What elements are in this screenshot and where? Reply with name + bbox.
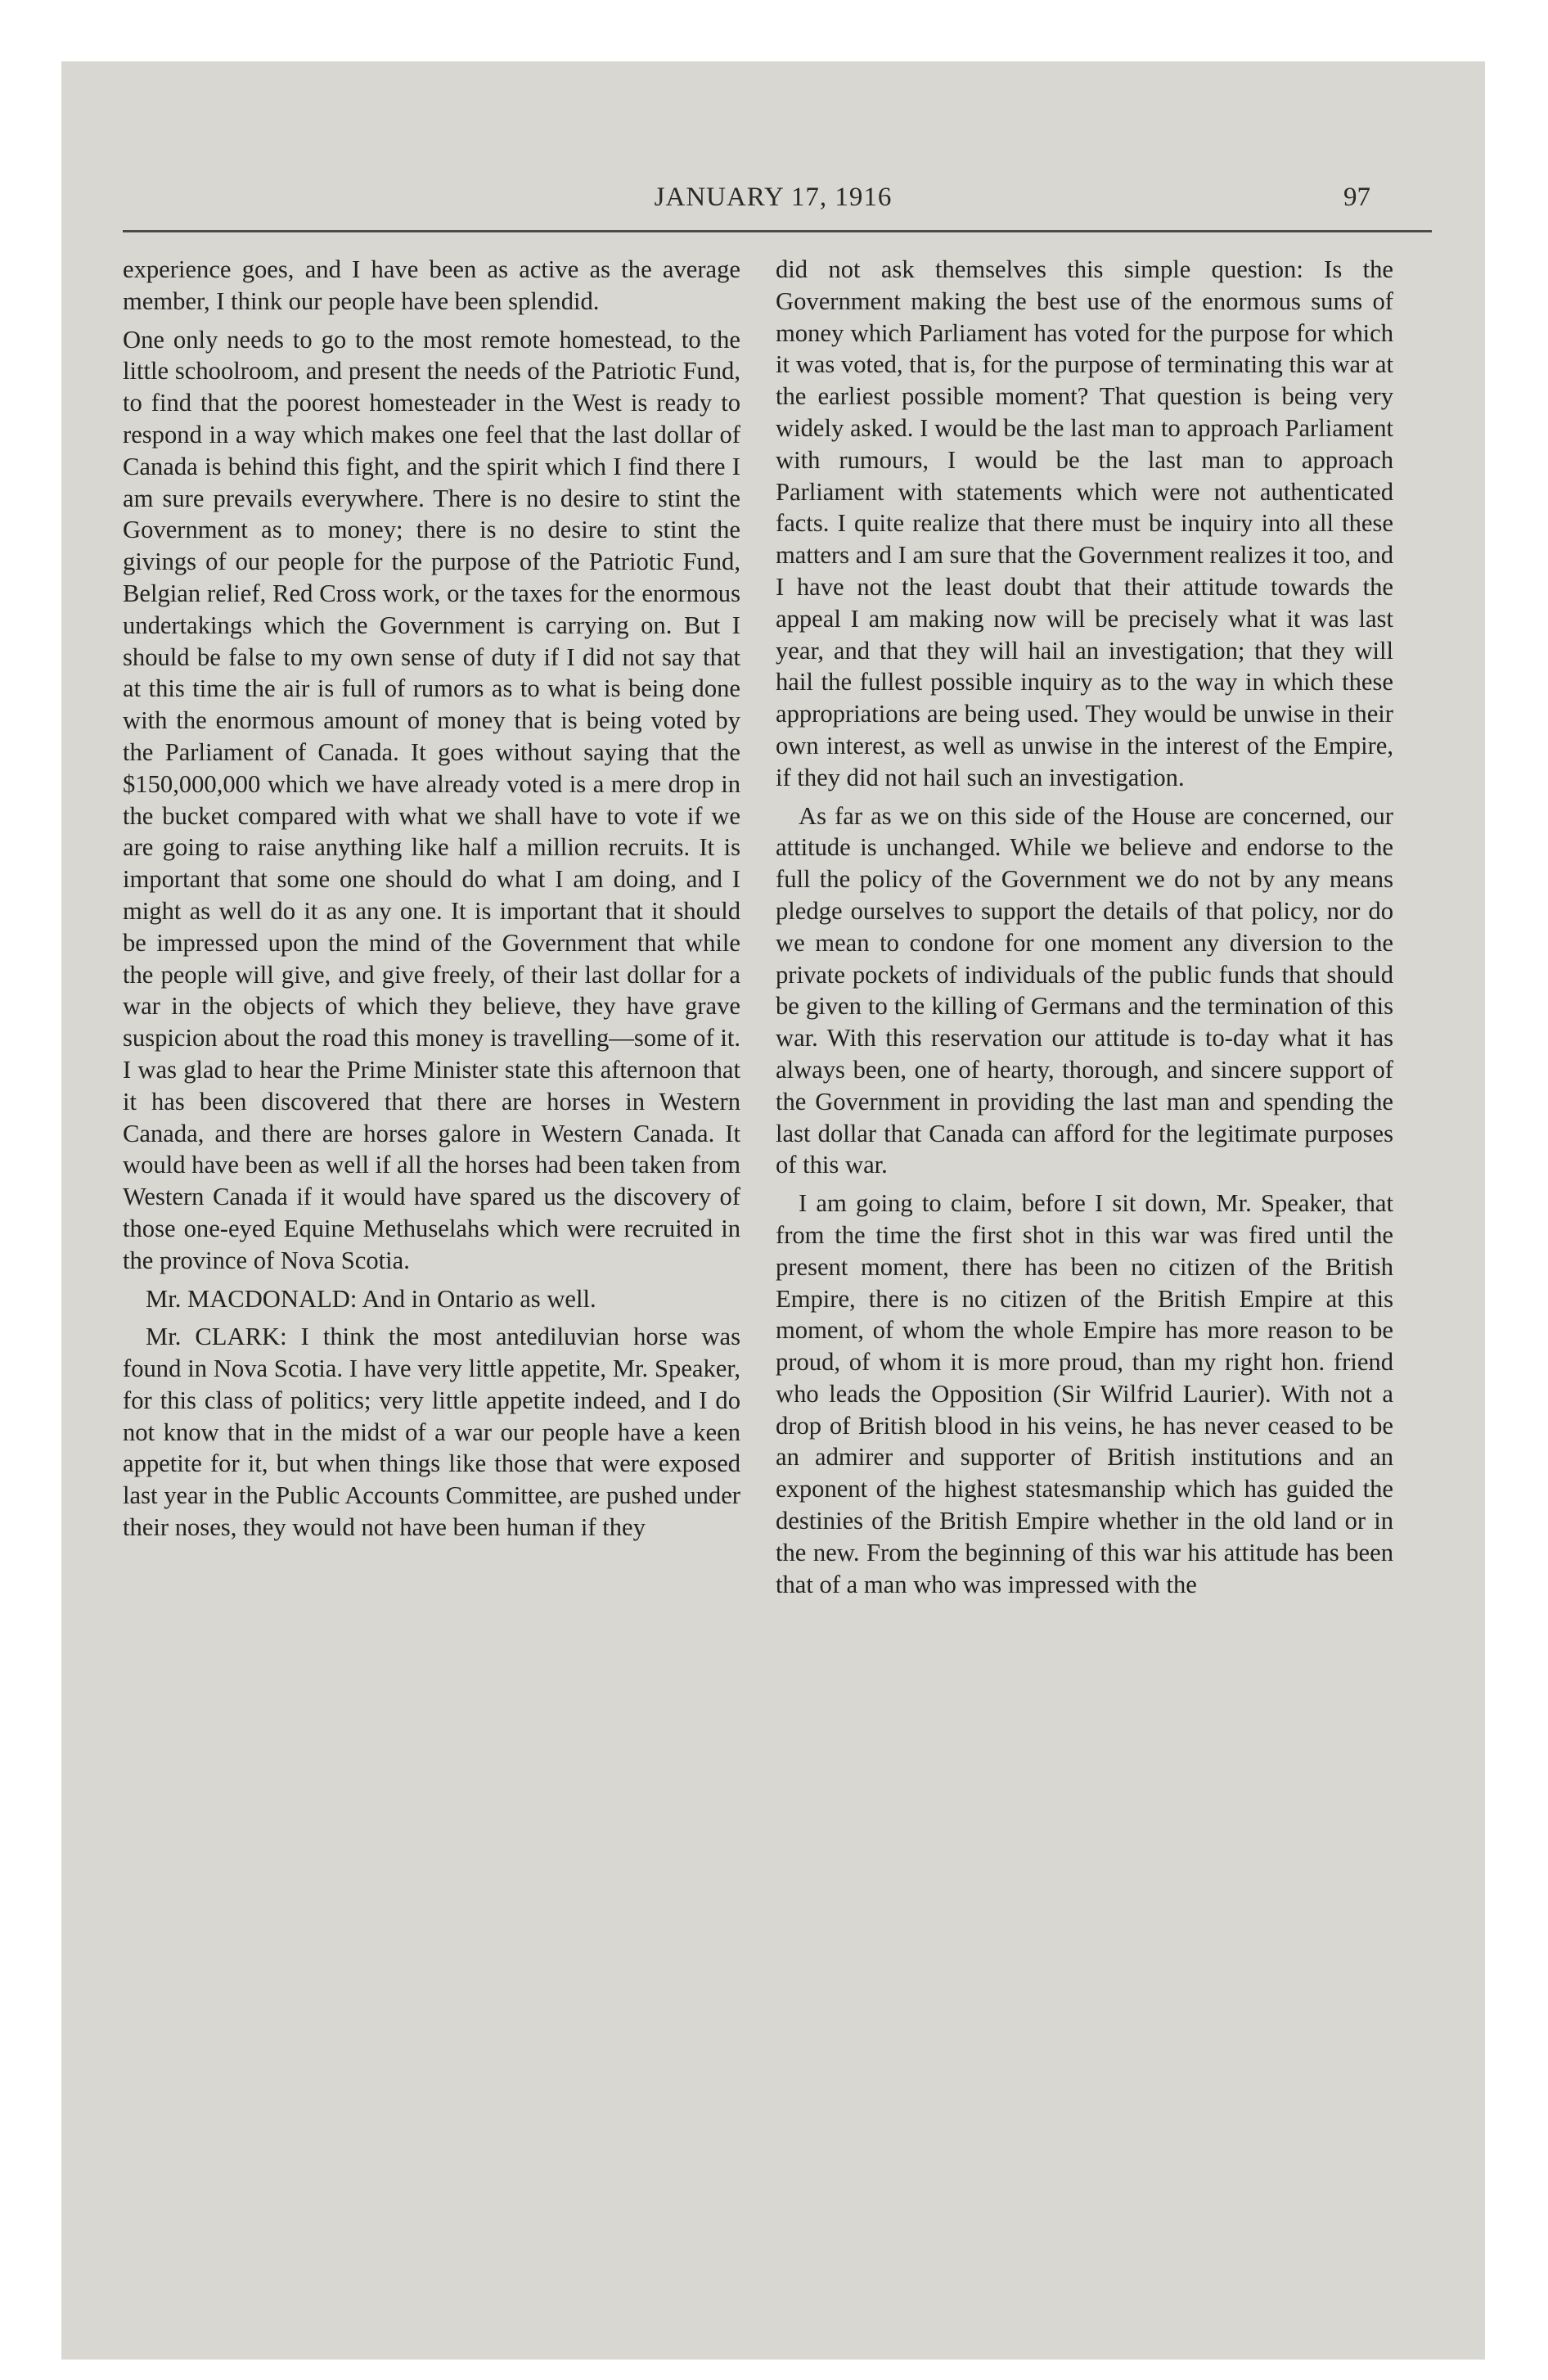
paragraph: As far as we on this side of the House are concerned, our attitude is unchanged. While we believe and endorse to the full the policy of the Government we do not by any means pledge ourselves to support the details of that policy, nor do we mean to condone for one moment any diversion to the private pockets of individuals of the public funds that should be given to the killing of Germans and the termination of this war. With this reservation our attitude is to-day what it has always been, one of hearty, thorough, and sincere support of the Government in providing the last man and spending the last dollar that Canada can afford for the legitimate purposes of this war. (776, 801, 1393, 1179)
paragraph: Mr. MACDONALD: And in Ontario as well. (146, 1284, 596, 1313)
scanned-page (61, 61, 1485, 2360)
left-column (123, 254, 740, 1550)
header-rule (123, 230, 1432, 232)
paragraph: did not ask themselves this simple question: Is the Government making the best use of the enormous sums of money which Parliament has voted for the purpose for which it was voted, that is, for the purpose of terminating this war at the earliest possible moment? That question is being very widely asked. I would be the last man to approach Parliament with rumours, I would be the last man to approach Parliament with statements which were not authenticated facts. I quite realize that there must be inquiry into all these matters and I am sure that the Government realizes it too, and I have not the least doubt that their attitude towards the appeal I am making now will be precisely what it was last year, and that they will hail an investigation; that they will hail the fullest possible inquiry as to the way in which these appropriations are being used. They would be unwise in their own interest, as well as unwise in the interest of the Empire, if they did not hail such an investigation. (776, 255, 1393, 791)
paragraph: Mr. CLARK: I think the most antediluvian horse was found in Nova Scotia. I have very little appetite, Mr. Speaker, for this class of politics; very little appetite indeed, and I do not know that in the midst of a war our people have a keen appetite for it, but when things like those that were exposed last year in the Public Accounts Committee, are pushed under their noses, they would not have been human if they (123, 1323, 740, 1542)
paragraph: One only needs to go to the most remote homestead, to the little schoolroom, and present the needs of the Patriotic Fund, to find that the poorest homesteader in the West is ready to respond in a way which makes one feel that the last dollar of Canada is behind this fight, and the spirit which I find there I am sure prevails everywhere. There is no desire to stint the Government as to money; there is no desire to stint the givings of our people for the purpose of the Patriotic Fund, Belgian relief, Red Cross work, or the taxes for the enormous undertakings which the Government is carrying on. But I should be false to my own sense of duty if I did not say that at this time the air is full of rumors as to what is being done with the enormous amount of money that is being voted by the Parliament of Canada. It goes without saying that the $150,000,000 which we have already voted is a mere drop in the bucket compared with what we shall have to vote if we are going to raise anything like half a million recruits. It is important that some one should do what I am doing, and I might as well do it as any one. It is important that it should be impressed upon the mind of the Government that while the people will give, and give freely, of their last dollar for a war in the objects of which they believe, they have grave suspicion about the road this money is travelling—some of it. I was glad to hear the Prime Minister state this afternoon that it has been discovered that there are horses in Western Canada, and there are horses galore in Western Canada. It would have been as well if all the horses had been taken from Western Canada if it would have spared us the discovery of those one-eyed Equine Methuselahs which were recruited in the province of Nova Scotia. (123, 325, 740, 1274)
page-header (61, 176, 1485, 225)
right-column (776, 254, 1393, 1607)
header-date: JANUARY 17, 1916 (654, 183, 893, 212)
page-number: 97 (1343, 183, 1370, 212)
paragraph: experience goes, and I have been as active as the average member, I think our people have been splendid. (123, 255, 740, 315)
paragraph: I am going to claim, before I sit down, Mr. Speaker, that from the time the first shot in this war was fired until the present moment, there has been no citizen of the British Empire, there is no citizen of the British Empire at this moment, of whom the whole Empire has more reason to be proud, of whom it is more proud, than my right hon. friend who leads the Opposition (Sir Wilfrid Laurier). With not a drop of British blood in his veins, he has never ceased to be an admirer and supporter of British institutions and an exponent of the highest statesmanship which has guided the destinies of the British Empire whether in the old land or in the new. From the beginning of this war his attitude has been that of a man who was impressed with the (776, 1189, 1393, 1598)
